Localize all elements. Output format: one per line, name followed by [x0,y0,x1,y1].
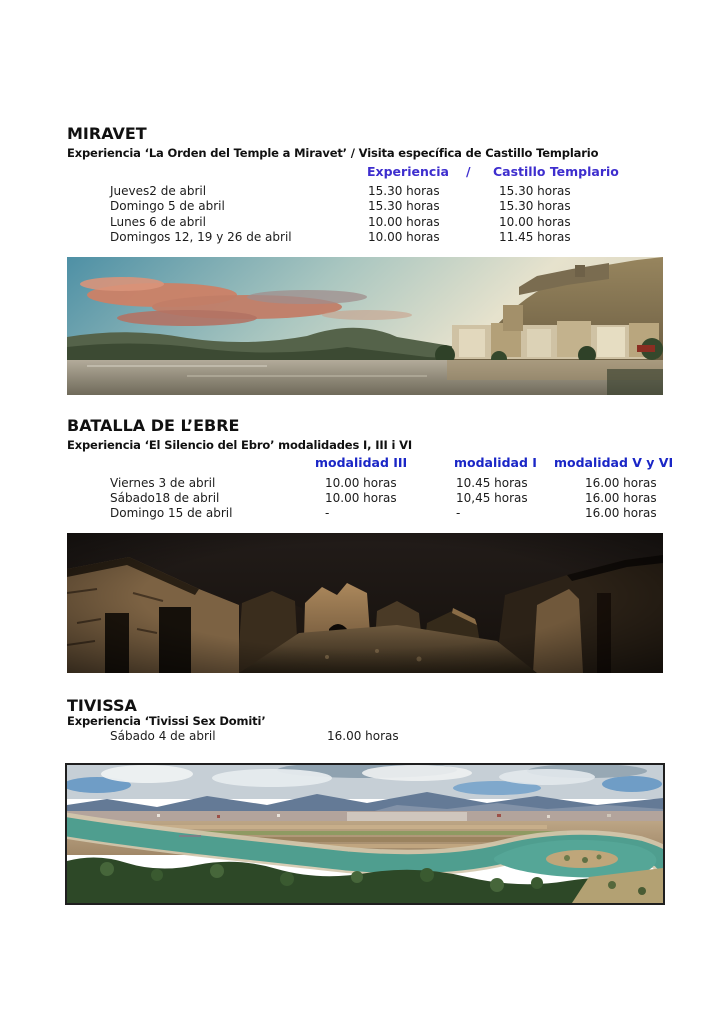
row-time-castillo: 10.00 horas [499,215,571,229]
row-date: Sábado18 de abril [110,491,220,505]
row-date: Lunes 6 de abril [110,215,206,229]
row-time-experiencia: 10.00 horas [368,215,440,229]
section-subtitle-miravet: Experiencia ‘La Orden del Temple a Miravet’ / Visita específica de Castillo Templario [67,146,599,160]
column-header-experiencia: Experiencia [367,164,449,179]
section-title-tivissa: TIVISSA [67,696,137,715]
section-subtitle-batalla: Experiencia ‘El Silencio del Ebro’ modalidades I, III i VI [67,438,412,452]
tivissa-photo [65,763,665,905]
column-header-castillo-templario: Castillo Templario [493,164,619,179]
column-header-slash: / [466,164,471,179]
section-title-miravet: MIRAVET [67,124,147,143]
row-time-castillo: 15.30 horas [499,184,571,198]
row-time-mod1: - [456,506,461,520]
row-time-mod5-6: 16.00 horas [585,491,657,505]
row-date: Sábado 4 de abril [110,729,216,743]
row-time-experiencia: 10.00 horas [368,230,440,244]
row-time-mod1: 10.45 horas [456,476,528,490]
row-time-castillo: 15.30 horas [499,199,571,213]
row-date: Jueves2 de abril [110,184,207,198]
column-header-modalidad-iii: modalidad III [315,455,408,470]
row-time-mod3: - [325,506,330,520]
row-time-mod3: 10.00 horas [325,491,397,505]
row-date: Domingo 15 de abril [110,506,233,520]
ebre-ruins-photo [67,533,663,673]
row-date: Viernes 3 de abril [110,476,216,490]
row-time-mod5-6: 16.00 horas [585,476,657,490]
section-title-batalla: BATALLA DE L’EBRE [67,416,240,435]
miravet-photo [67,257,663,395]
row-time-mod5-6: 16.00 horas [585,506,657,520]
row-date: Domingos 12, 19 y 26 de abril [110,230,292,244]
row-time-experiencia: 15.30 horas [368,199,440,213]
row-date: Domingo 5 de abril [110,199,225,213]
section-subtitle-tivissa: Experiencia ‘Tivissi Sex Domiti’ [67,714,266,728]
row-time-mod1: 10,45 horas [456,491,528,505]
row-time-castillo: 11.45 horas [499,230,571,244]
column-header-modalidad-v-vi: modalidad V y VI [554,455,674,470]
row-time-experiencia: 15.30 horas [368,184,440,198]
row-time-mod3: 10.00 horas [325,476,397,490]
column-header-modalidad-i: modalidad I [454,455,537,470]
row-time: 16.00 horas [327,729,399,743]
